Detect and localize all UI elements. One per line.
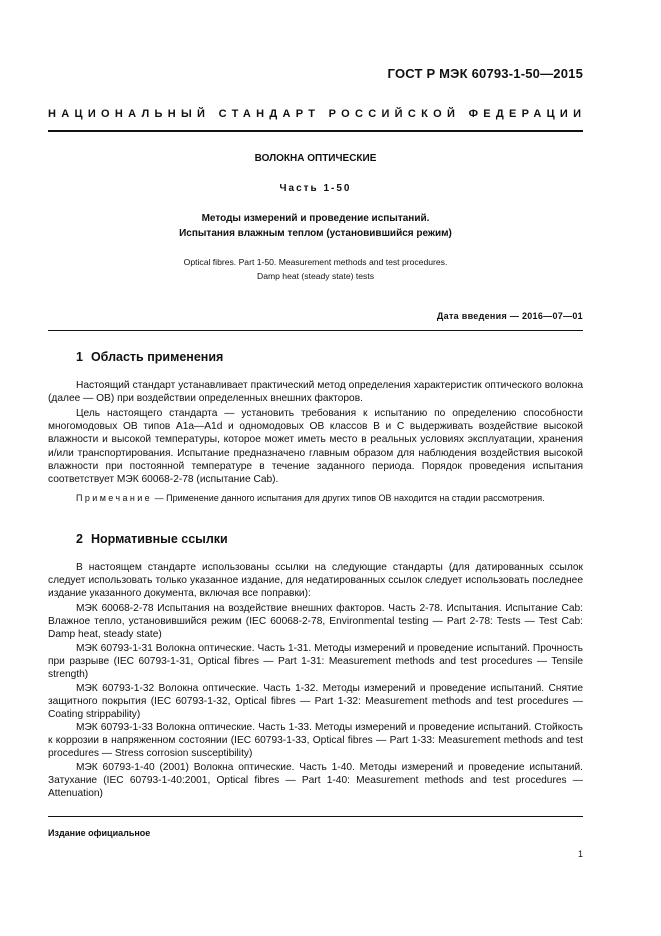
section-1-note <box>48 492 583 505</box>
section-2-paragraph-1: В настоящем стандарте использованы ссылки на следующие стандарты (для датированных ссылок следует использовать только указанное издание, для недатированных ссылок следует использовать последнее издание указанного документа, включая все поправки): <box>48 562 583 600</box>
section-1-number: 1 <box>76 350 83 364</box>
standard-code: ГОСТ Р МЭК 60793-1-50—2015 <box>387 66 583 81</box>
note-label: Примечание <box>76 493 153 503</box>
footer-divider <box>48 816 583 817</box>
english-title-line-1: Optical fibres. Part 1-50. Measurement methods and test procedures. <box>183 257 448 267</box>
section-1-paragraph-1: Настоящий стандарт устанавливает практический метод определения характеристик оптического волокна (далее — ОВ) при воздействии определенных внешних факторов. <box>48 380 583 405</box>
official-edition-label: Издание официальное <box>48 828 151 838</box>
section-1-paragraph-2: Цель настоящего стандарта — установить требования к испытанию по определению способности многомодовых ОВ типов А1а—А1d и одномодовых ОВ классов В и С выдерживать воздействие высокой влажности и высокой температуры, которое может иметь место в реальных условиях эксплуатации, хранения и/или транспортирования. Испытание предназначено главным образом для наблюдения воздействия высокой влажности при постоянной температуре в течение заданного периода. Порядок проведения испытания соответствует МЭК 60068-2-78 (испытание Cab). <box>48 408 583 486</box>
english-title <box>48 255 583 283</box>
section-1-title: Область применения <box>90 350 224 364</box>
reference-item: МЭК 60793-1-31 Волокна оптические. Часть 1-31. Методы измерений и проведение испытаний. Прочность при разрыве (IEC 60793-1-31, Optical fibres — Part 1-31: Measurement methods and test procedures — Tensile strength) <box>48 643 583 681</box>
document-part: Часть 1-50 <box>279 183 352 194</box>
document-title: ВОЛОКНА ОПТИЧЕСКИЕ <box>254 153 377 164</box>
section-1-heading <box>76 350 223 364</box>
section-2-number: 2 <box>76 532 83 546</box>
note-text: — Применение данного испытания для других типов ОВ находится на стадии рассмотрения. <box>152 493 545 503</box>
reference-item: МЭК 60793-1-40 (2001) Волокна оптические. Часть 1-40. Методы измерений и проведение испытаний. Затухание (IEC 60793-1-40:2001, Optical fibres — Part 1-40: Measurement methods and test procedures — Attenuation) <box>48 762 583 800</box>
header-divider <box>48 130 583 132</box>
reference-item: МЭК 60068-2-78 Испытания на воздействие внешних факторов. Часть 2-78. Испытания. Испытание Cab: Влажное тепло, установившийся режим (IEC 60068-2-78, Environmental testing — Part 2-78: Tests — Test Cab: Damp heat, steady state) <box>48 603 583 641</box>
intro-divider <box>48 330 583 331</box>
subtitle-line-1: Методы измерений и проведение испытаний. <box>201 213 430 224</box>
english-title-line-2: Damp heat (steady state) tests <box>256 271 375 281</box>
section-2-title: Нормативные ссылки <box>90 532 228 546</box>
introduction-date: Дата введения — 2016—07—01 <box>436 311 583 321</box>
subtitle-line-2: Испытания влажным теплом (установившийся режим) <box>179 228 452 239</box>
organization-banner: НАЦИОНАЛЬНЫЙ СТАНДАРТ РОССИЙСКОЙ ФЕДЕРАЦИИ <box>48 108 587 120</box>
section-2-heading <box>76 532 228 546</box>
document-subtitle <box>48 211 583 241</box>
reference-item: МЭК 60793-1-33 Волокна оптические. Часть 1-33. Методы измерений и проведение испытаний. Стойкость к коррозии в напряженном состоянии (IEC 60793-1-33, Optical fibres — Part 1-33: Measurement methods and test procedures — Stress corrosion susceptibility) <box>48 722 583 760</box>
page-number: 1 <box>577 849 583 859</box>
reference-item: МЭК 60793-1-32 Волокна оптические. Часть 1-32. Методы измерений и проведение испытаний. Снятие защитного покрытия (IEC 60793-1-32, Optical fibres — Part 1-32: Measurement methods and test procedures — Coating strippability) <box>48 683 583 721</box>
